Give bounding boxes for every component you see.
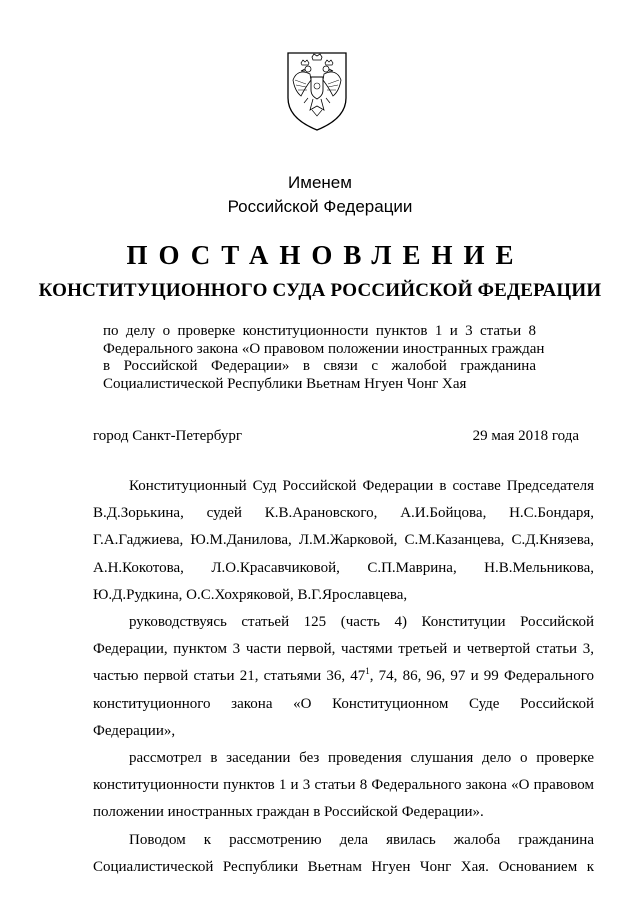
coat-of-arms-icon xyxy=(284,50,350,132)
case-subject xyxy=(103,323,545,393)
document-type-title: ПОСТАНОВЛЕНИЕ xyxy=(126,240,525,270)
subject-line: по делу о проверке конституционности пунктов 1 и 3 статьи 8 xyxy=(103,323,536,339)
body-line: Поводом к рассмотрению дела явилась жалоба гражданина xyxy=(129,831,594,848)
date: 29 мая 2018 года xyxy=(472,428,579,444)
body-text-fragment: , 74, 86, 96, 97 и 99 Федерального xyxy=(369,668,594,685)
body-line: А.Н.Кокотова, Л.О.Красавчиковой, С.П.Маврина, Н.В.Мельникова, xyxy=(93,559,594,576)
body-line-with-superscript xyxy=(93,663,594,690)
body-line: В.Д.Зорькина, судей К.В.Арановского, А.И.Бойцова, Н.С.Бондаря, xyxy=(93,505,594,522)
in-name-line-2: Российской Федерации xyxy=(227,197,413,216)
body-text-fragment: частью первой статьи 21, статьями 36, 47 xyxy=(93,668,366,685)
body-line: Конституционный Суд Российской Федерации в составе Председателя xyxy=(129,478,594,494)
subject-line: Федерального закона «О правовом положении иностранных граждан xyxy=(103,340,545,357)
body-line: положении иностранных граждан в Российской Федерации». xyxy=(93,804,484,821)
body-line: Г.А.Гаджиева, Ю.М.Данилова, Л.М.Жарковой, С.М.Казанцева, С.Д.Князева, xyxy=(93,532,594,549)
body-line: рассмотрел в заседании без проведения слушания дело о проверке xyxy=(129,750,594,767)
body-line: Федерации, пунктом 3 части первой, частями третьей и четвертой статьи 3, xyxy=(93,641,594,658)
body-line: Социалистической Республики Вьетнам Нгуен Чонг Хая. Основанием к xyxy=(93,858,594,875)
body-line: Федерации», xyxy=(93,722,176,739)
court-name: КОНСТИТУЦИОННОГО СУДА РОССИЙСКОЙ ФЕДЕРАЦИИ xyxy=(38,280,602,301)
place: город Санкт-Петербург xyxy=(93,428,242,444)
superscript: 1 xyxy=(365,666,370,677)
in-name-line-1: Именем xyxy=(288,173,352,192)
document-body xyxy=(93,473,594,881)
body-line: Ю.Д.Рудкина, О.С.Хохряковой, В.Г.Ярославцева, xyxy=(93,586,408,603)
body-line: конституционности пунктов 1 и 3 статьи 8 Федерального закона «О правовом xyxy=(93,777,594,794)
body-line: руководствуясь статьей 125 (часть 4) Конституции Российской xyxy=(129,614,594,631)
subject-line: Социалистической Республики Вьетнам Нгуен Чонг Хая xyxy=(103,375,467,392)
body-line: конституционного закона «О Конституционном Суде Российской xyxy=(93,695,594,712)
subject-line: в Российской Федерации» в связи с жалобой гражданина xyxy=(103,358,536,375)
